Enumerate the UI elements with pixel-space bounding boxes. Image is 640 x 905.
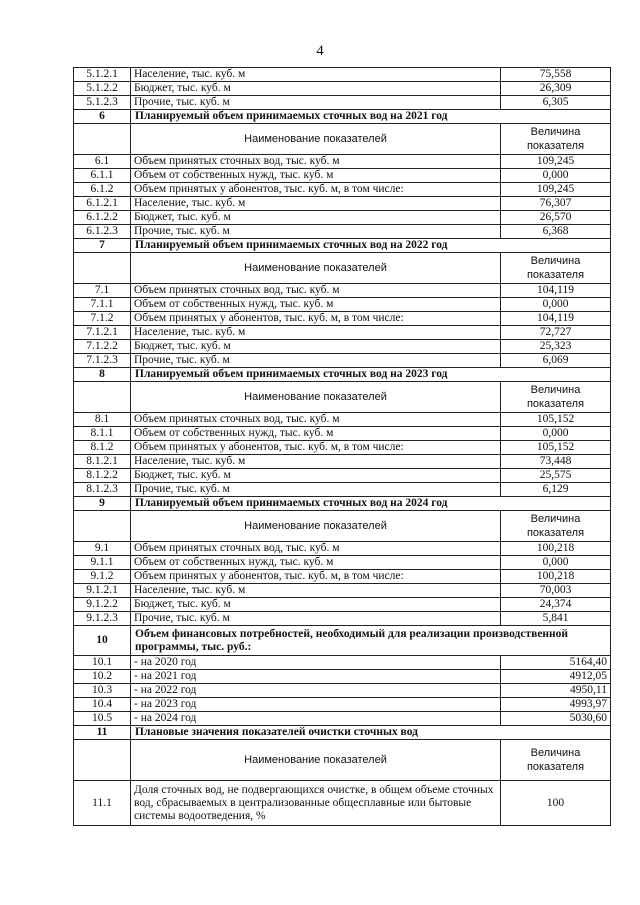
column-header-row — [74, 511, 611, 542]
row-name: Объем от собственных нужд, тыс. куб. м — [131, 169, 501, 183]
table-row — [74, 96, 611, 110]
table-row — [74, 455, 611, 469]
row-name: Объем принятых у абонентов, тыс. куб. м, в том числе: — [131, 312, 501, 326]
column-header-name: Наименование показателей — [131, 382, 501, 413]
row-number: 6.1.2.1 — [74, 197, 131, 211]
row-value: 6,305 — [501, 96, 611, 110]
column-header-blank — [74, 124, 131, 155]
row-number: 5.1.2.3 — [74, 96, 131, 110]
row-value: 100,218 — [501, 570, 611, 584]
row-value: 25,575 — [501, 469, 611, 483]
row-value: 109,245 — [501, 155, 611, 169]
section-title: Планируемый объем принимаемых сточных вод на 2021 год — [131, 110, 611, 124]
table-row — [74, 82, 611, 96]
table-row — [74, 68, 611, 82]
table-row — [74, 556, 611, 570]
table-row — [74, 155, 611, 169]
column-header-blank — [74, 740, 131, 781]
row-number: 7.1.2.3 — [74, 354, 131, 368]
row-number: 8.1.2.2 — [74, 469, 131, 483]
row-number: 6.1.2.2 — [74, 211, 131, 225]
row-number: 7.1 — [74, 284, 131, 298]
indicators-table — [73, 67, 611, 826]
column-header-value: Величина показателя — [501, 253, 611, 284]
row-name: Население, тыс. куб. м — [131, 68, 501, 82]
row-name: Объем принятых сточных вод, тыс. куб. м — [131, 284, 501, 298]
row-name: - на 2024 год — [131, 712, 501, 726]
row-number: 9.1.2.3 — [74, 612, 131, 626]
table-row — [74, 684, 611, 698]
row-name: Прочие, тыс. куб. м — [131, 612, 501, 626]
row-number: 10.4 — [74, 698, 131, 712]
row-name: Доля сточных вод, не подвергающихся очистке, в общем объеме сточных вод, сбрасываемых в централизованные общесплавные или бытовые системы водоотведения, % — [131, 781, 501, 826]
row-value: 73,448 — [501, 455, 611, 469]
column-header-value: Величина показателя — [501, 511, 611, 542]
table-row — [74, 225, 611, 239]
row-value: 5164,40 — [501, 656, 611, 670]
row-name: Прочие, тыс. куб. м — [131, 354, 501, 368]
section-number: 6 — [74, 110, 131, 124]
table-row — [74, 211, 611, 225]
section-number: 7 — [74, 239, 131, 253]
row-value: 109,245 — [501, 183, 611, 197]
row-name: - на 2022 год — [131, 684, 501, 698]
row-value: 24,374 — [501, 598, 611, 612]
row-value: 0,000 — [501, 169, 611, 183]
row-number: 8.1.2.3 — [74, 483, 131, 497]
section-title: Объем финансовых потребностей, необходимый для реализации производственной программы, тыс. руб.: — [131, 626, 611, 656]
table-row — [74, 441, 611, 455]
table-row — [74, 483, 611, 497]
row-number: 10.5 — [74, 712, 131, 726]
row-number: 7.1.2.1 — [74, 326, 131, 340]
row-name: Население, тыс. куб. м — [131, 455, 501, 469]
row-value: 0,000 — [501, 556, 611, 570]
section-title: Плановые значения показателей очистки сточных вод — [131, 726, 611, 740]
row-name: Бюджет, тыс. куб. м — [131, 598, 501, 612]
column-header-blank — [74, 382, 131, 413]
table-row — [74, 712, 611, 726]
page-number: 4 — [316, 43, 324, 59]
section-title: Планируемый объем принимаемых сточных вод на 2024 год — [131, 497, 611, 511]
row-name: Население, тыс. куб. м — [131, 584, 501, 598]
row-name: Объем принятых сточных вод, тыс. куб. м — [131, 413, 501, 427]
row-number: 6.1 — [74, 155, 131, 169]
row-number: 7.1.2 — [74, 312, 131, 326]
row-number: 10.3 — [74, 684, 131, 698]
section-header-row — [74, 110, 611, 124]
section-number: 10 — [74, 626, 131, 656]
section-number: 11 — [74, 726, 131, 740]
row-name: - на 2023 год — [131, 698, 501, 712]
row-number: 8.1.2 — [74, 441, 131, 455]
column-header-name: Наименование показателей — [131, 253, 501, 284]
row-name: Объем от собственных нужд, тыс. куб. м — [131, 298, 501, 312]
column-header-value: Величина показателя — [501, 124, 611, 155]
row-value: 105,152 — [501, 413, 611, 427]
table-row — [74, 469, 611, 483]
row-value: 104,119 — [501, 312, 611, 326]
row-name: - на 2020 год — [131, 656, 501, 670]
column-header-row — [74, 740, 611, 781]
row-name: Население, тыс. куб. м — [131, 326, 501, 340]
row-value: 6,368 — [501, 225, 611, 239]
table-row — [74, 570, 611, 584]
column-header-blank — [74, 253, 131, 284]
row-value: 5030,60 — [501, 712, 611, 726]
table-row — [74, 169, 611, 183]
row-value: 104,119 — [501, 284, 611, 298]
table-row — [74, 413, 611, 427]
table-row — [74, 584, 611, 598]
row-value: 6,129 — [501, 483, 611, 497]
table-row — [74, 612, 611, 626]
row-number: 8.1.1 — [74, 427, 131, 441]
table-row — [74, 326, 611, 340]
row-value: 4950,11 — [501, 684, 611, 698]
row-name: Население, тыс. куб. м — [131, 197, 501, 211]
row-number: 5.1.2.2 — [74, 82, 131, 96]
table-row — [74, 284, 611, 298]
column-header-name: Наименование показателей — [131, 124, 501, 155]
indicators-table-body — [74, 68, 611, 826]
row-value: 5,841 — [501, 612, 611, 626]
row-value: 100,218 — [501, 542, 611, 556]
table-row — [74, 698, 611, 712]
table-row — [74, 542, 611, 556]
row-value: 4912,05 — [501, 670, 611, 684]
row-number: 5.1.2.1 — [74, 68, 131, 82]
section-header-row — [74, 497, 611, 511]
row-number: 7.1.2.2 — [74, 340, 131, 354]
row-number: 10.2 — [74, 670, 131, 684]
table-row — [74, 197, 611, 211]
row-number: 6.1.2 — [74, 183, 131, 197]
row-value: 26,570 — [501, 211, 611, 225]
row-value: 100 — [501, 781, 611, 826]
section-number: 9 — [74, 497, 131, 511]
row-name: Прочие, тыс. куб. м — [131, 96, 501, 110]
row-value: 0,000 — [501, 427, 611, 441]
table-row — [74, 670, 611, 684]
row-number: 7.1.1 — [74, 298, 131, 312]
table-row — [74, 598, 611, 612]
row-number: 6.1.1 — [74, 169, 131, 183]
row-name: Бюджет, тыс. куб. м — [131, 211, 501, 225]
table-row — [74, 312, 611, 326]
row-name: Объем принятых у абонентов, тыс. куб. м, в том числе: — [131, 570, 501, 584]
column-header-name: Наименование показателей — [131, 511, 501, 542]
row-value: 6,069 — [501, 354, 611, 368]
row-value: 0,000 — [501, 298, 611, 312]
row-name: Прочие, тыс. куб. м — [131, 225, 501, 239]
row-value: 72,727 — [501, 326, 611, 340]
section-title: Планируемый объем принимаемых сточных вод на 2023 год — [131, 368, 611, 382]
row-number: 8.1 — [74, 413, 131, 427]
table-row — [74, 656, 611, 670]
row-value: 4993,97 — [501, 698, 611, 712]
row-number: 6.1.2.3 — [74, 225, 131, 239]
row-number: 9.1.2.2 — [74, 598, 131, 612]
table-row — [74, 427, 611, 441]
table-row — [74, 354, 611, 368]
table-row — [74, 298, 611, 312]
row-name: Объем принятых у абонентов, тыс. куб. м, в том числе: — [131, 183, 501, 197]
row-name: Объем принятых сточных вод, тыс. куб. м — [131, 155, 501, 169]
row-number: 10.1 — [74, 656, 131, 670]
row-name: Бюджет, тыс. куб. м — [131, 469, 501, 483]
row-name: Бюджет, тыс. куб. м — [131, 82, 501, 96]
column-header-value: Величина показателя — [501, 382, 611, 413]
row-name: Объем принятых у абонентов, тыс. куб. м, в том числе: — [131, 441, 501, 455]
row-name: Бюджет, тыс. куб. м — [131, 340, 501, 354]
table-row — [74, 183, 611, 197]
row-value: 75,558 — [501, 68, 611, 82]
row-name: Прочие, тыс. куб. м — [131, 483, 501, 497]
row-number: 8.1.2.1 — [74, 455, 131, 469]
table-row — [74, 340, 611, 354]
column-header-name: Наименование показателей — [131, 740, 501, 781]
section-number: 8 — [74, 368, 131, 382]
column-header-value: Величина показателя — [501, 740, 611, 781]
row-number: 9.1.2.1 — [74, 584, 131, 598]
row-value: 76,307 — [501, 197, 611, 211]
row-number: 9.1.1 — [74, 556, 131, 570]
row-name: Объем принятых сточных вод, тыс. куб. м — [131, 542, 501, 556]
column-header-row — [74, 253, 611, 284]
column-header-blank — [74, 511, 131, 542]
row-number: 9.1.2 — [74, 570, 131, 584]
row-value: 25,323 — [501, 340, 611, 354]
row-number: 9.1 — [74, 542, 131, 556]
section-header-row — [74, 626, 611, 656]
table-row — [74, 781, 611, 826]
column-header-row — [74, 382, 611, 413]
row-value: 70,003 — [501, 584, 611, 598]
column-header-row — [74, 124, 611, 155]
row-name: Объем от собственных нужд, тыс. куб. м — [131, 427, 501, 441]
section-header-row — [74, 726, 611, 740]
row-name: - на 2021 год — [131, 670, 501, 684]
row-name: Объем от собственных нужд, тыс. куб. м — [131, 556, 501, 570]
row-value: 105,152 — [501, 441, 611, 455]
section-title: Планируемый объем принимаемых сточных вод на 2022 год — [131, 239, 611, 253]
row-value: 26,309 — [501, 82, 611, 96]
section-header-row — [74, 368, 611, 382]
section-header-row — [74, 239, 611, 253]
row-number: 11.1 — [74, 781, 131, 826]
